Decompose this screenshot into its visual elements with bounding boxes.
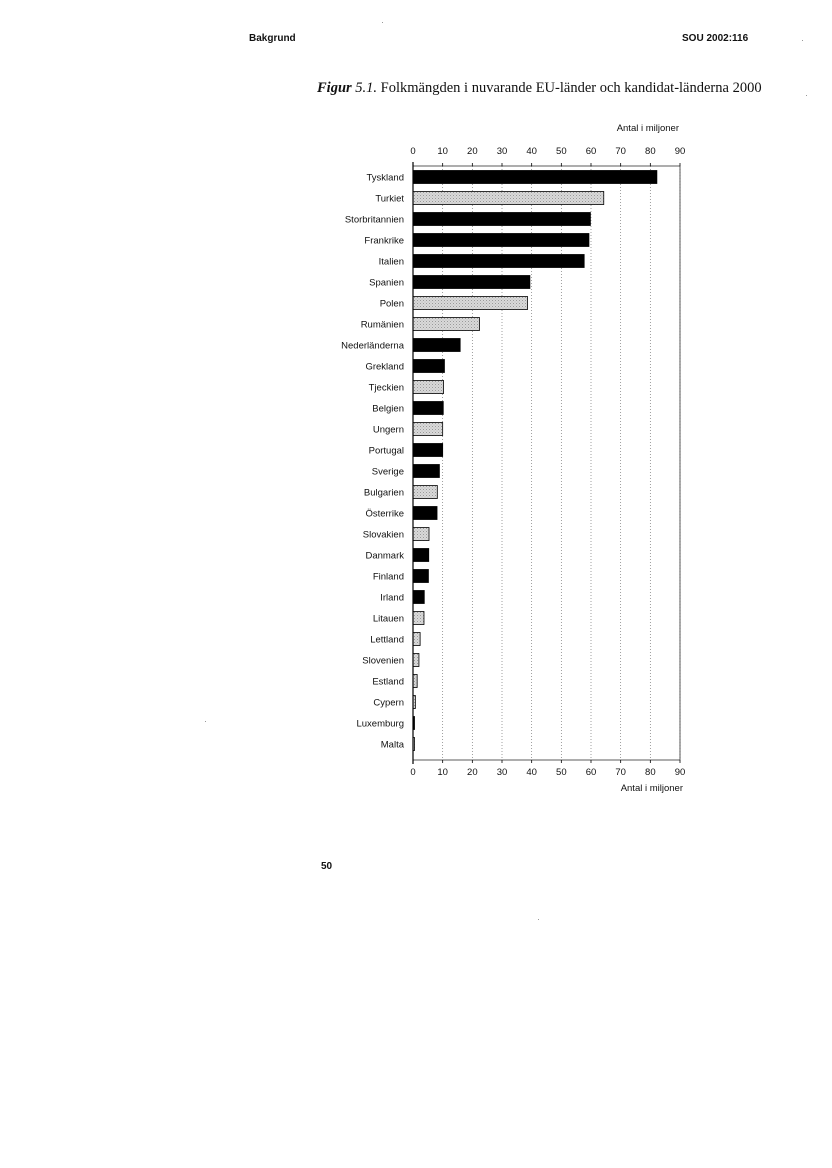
category-label: Polen bbox=[379, 298, 404, 310]
top-tick-label: 50 bbox=[556, 146, 567, 157]
bottom-tick-label: 30 bbox=[496, 767, 508, 778]
figure-label-prefix: Figur bbox=[317, 80, 352, 96]
bottom-tick-label: 60 bbox=[585, 767, 597, 778]
bar-österrike bbox=[413, 507, 437, 520]
category-label: Luxemburg bbox=[356, 718, 404, 730]
bar-bulgarien bbox=[413, 486, 437, 499]
category-label: Spanien bbox=[369, 277, 404, 289]
figure-label-number: 5.1. bbox=[355, 80, 378, 96]
bar-tjeckien bbox=[413, 381, 444, 394]
scan-speck bbox=[538, 919, 539, 920]
bar-slovakien bbox=[413, 528, 429, 541]
category-label: Frankrike bbox=[364, 235, 404, 247]
bar-rumänien bbox=[413, 318, 479, 331]
bar-slovenien bbox=[413, 654, 419, 667]
bar-sverige bbox=[413, 465, 439, 478]
scan-speck bbox=[382, 22, 383, 23]
category-label: Grekland bbox=[365, 361, 404, 373]
bar-finland bbox=[413, 570, 428, 583]
category-label: Danmark bbox=[365, 550, 404, 562]
bottom-tick-label: 20 bbox=[467, 767, 478, 778]
category-label: Belgien bbox=[372, 403, 404, 415]
category-label: Österrike bbox=[365, 508, 404, 520]
category-label: Sverige bbox=[371, 466, 404, 478]
category-label: Nederländerna bbox=[341, 340, 404, 352]
scan-speck bbox=[802, 40, 803, 41]
top-tick-label: 10 bbox=[437, 146, 448, 157]
bar-frankrike bbox=[413, 234, 589, 247]
bottom-tick-label: 10 bbox=[437, 767, 448, 778]
category-label: Tyskland bbox=[366, 172, 404, 184]
category-label: Portugal bbox=[368, 445, 404, 457]
bar-irland bbox=[413, 591, 424, 604]
page-number: 50 bbox=[321, 861, 333, 872]
category-label: Turkiet bbox=[375, 193, 404, 205]
bar-lettland bbox=[413, 633, 420, 646]
category-label: Rumänien bbox=[360, 319, 404, 331]
bottom-tick-label: 90 bbox=[674, 767, 686, 778]
category-label: Slovenien bbox=[362, 655, 404, 667]
bar-italien bbox=[413, 255, 584, 268]
category-label: Slovakien bbox=[362, 529, 404, 541]
category-label: Cypern bbox=[373, 697, 404, 709]
bar-belgien bbox=[413, 402, 443, 415]
top-tick-label: 90 bbox=[674, 146, 686, 157]
bottom-tick-label: 0 bbox=[410, 767, 416, 778]
category-label: Finland bbox=[372, 571, 404, 583]
bottom-tick-label: 80 bbox=[645, 767, 656, 778]
bar-spanien bbox=[413, 276, 530, 289]
bar-portugal bbox=[413, 444, 443, 457]
top-tick-label: 80 bbox=[645, 146, 656, 157]
figure-caption-text: Folkmängden i nuvarande EU-länder och kandidat-länderna 2000 bbox=[380, 80, 762, 96]
bar-turkiet bbox=[413, 192, 604, 205]
bar-estland bbox=[413, 675, 417, 688]
bar-grekland bbox=[413, 360, 444, 373]
category-label: Estland bbox=[372, 676, 404, 688]
top-axis-title: Antal i miljoner bbox=[616, 123, 679, 134]
bottom-tick-label: 50 bbox=[556, 767, 567, 778]
top-tick-label: 20 bbox=[467, 146, 478, 157]
top-tick-label: 0 bbox=[410, 146, 416, 157]
top-tick-label: 40 bbox=[526, 146, 537, 157]
top-tick-label: 60 bbox=[585, 146, 597, 157]
running-header-report-id: SOU 2002:116 bbox=[682, 33, 749, 44]
top-tick-label: 30 bbox=[496, 146, 508, 157]
bar-nederländerna bbox=[413, 339, 460, 352]
bottom-tick-label: 40 bbox=[526, 767, 537, 778]
category-label: Storbritannien bbox=[344, 214, 404, 226]
category-label: Tjeckien bbox=[368, 382, 404, 394]
bar-litauen bbox=[413, 612, 424, 625]
bar-ungern bbox=[413, 423, 443, 436]
category-label: Irland bbox=[380, 592, 404, 604]
top-tick-label: 70 bbox=[615, 146, 626, 157]
category-label: Italien bbox=[378, 256, 404, 268]
bar-storbritannien bbox=[413, 213, 590, 226]
bottom-axis-title: Antal i miljoner bbox=[620, 783, 683, 794]
scan-speck bbox=[806, 95, 807, 96]
category-label: Bulgarien bbox=[363, 487, 404, 499]
bar-tyskland bbox=[413, 171, 657, 184]
category-label: Ungern bbox=[372, 424, 404, 436]
category-label: Malta bbox=[380, 739, 404, 751]
bar-polen bbox=[413, 297, 528, 310]
category-label: Lettland bbox=[370, 634, 404, 646]
scan-speck bbox=[205, 721, 206, 722]
bar-danmark bbox=[413, 549, 429, 562]
running-header-section: Bakgrund bbox=[249, 33, 296, 44]
category-label: Litauen bbox=[372, 613, 404, 625]
bottom-tick-label: 70 bbox=[615, 767, 626, 778]
